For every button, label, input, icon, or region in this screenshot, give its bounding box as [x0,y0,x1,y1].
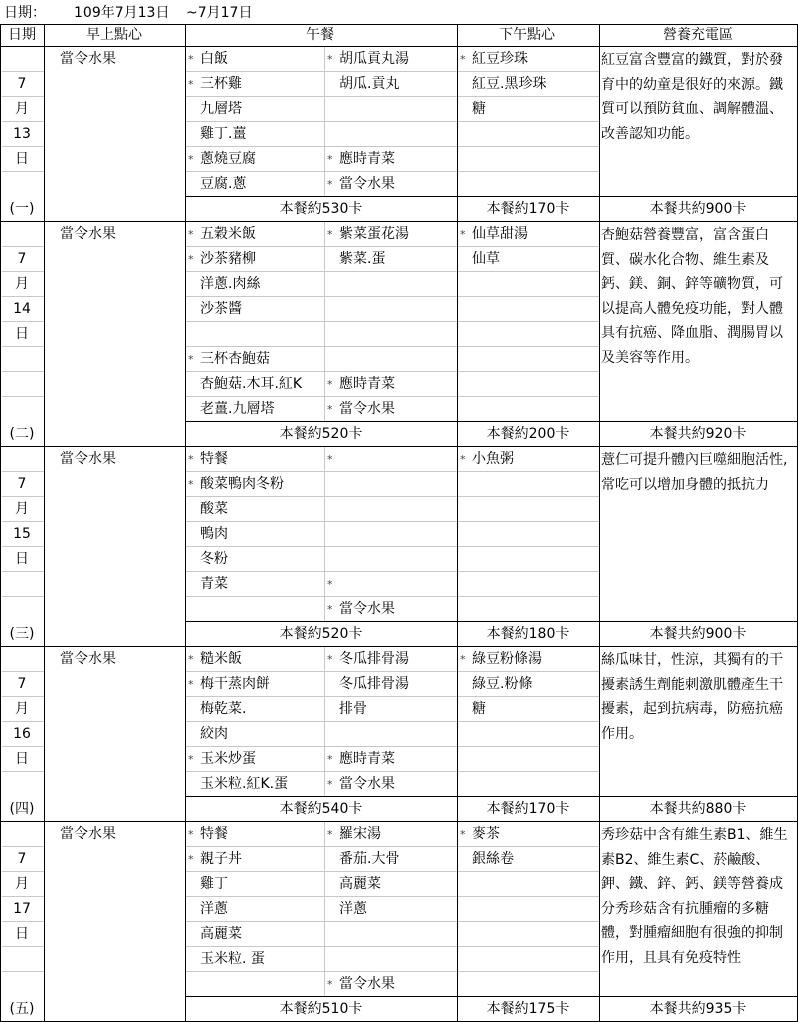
snack-item: 銀絲卷 [472,851,514,867]
grid-line [324,271,457,272]
lunch-item: 梅干蒸肉餅 [200,676,270,692]
grid-line [2,546,44,547]
star-marker: * [327,178,333,191]
grid-line [2,846,44,847]
lunch-side-item: 羅宋湯 [339,826,381,842]
date-char: 16 [13,726,31,742]
date-char: 13 [13,126,31,142]
lunch-item: 酸菜鴨肉冬粉 [200,476,284,492]
grid-line [457,346,599,347]
lunch-side-item: 冬瓜排骨湯 [339,676,409,692]
kcal-rule [185,996,797,997]
lunch-kcal: 本餐約510卡 [279,1001,363,1017]
total-kcal: 本餐共約935卡 [649,1001,747,1017]
lunch-item: 青菜 [200,576,228,592]
star-marker: * [327,828,333,841]
grid-line [324,47,325,197]
grid-line [185,971,324,972]
star-marker: * [188,478,194,491]
grid-line [457,496,599,497]
grid-line [185,296,324,297]
lunch-side-item: 當令水果 [339,976,395,992]
breakfast-item: 當令水果 [60,651,116,667]
grid-line [185,721,324,722]
lunch-item: 豆腐.蔥 [200,176,247,192]
grid-line [324,171,457,172]
grid-line [457,721,599,722]
column-rule [44,24,45,1022]
total-kcal: 本餐共約880卡 [649,801,747,817]
grid-line [185,346,324,347]
date-char: 7 [17,676,27,692]
lunch-side-item: 當令水果 [339,401,395,417]
day-bottom-rule [0,446,798,447]
date-char: 7 [17,851,27,867]
grid-line [185,871,324,872]
grid-line [2,696,44,697]
grid-line [2,896,44,897]
grid-line [324,471,457,472]
lunch-item: 親子丼 [200,851,242,867]
total-kcal: 本餐共約900卡 [649,201,747,217]
date-char: 14 [13,301,31,317]
date-char: (一) [9,201,35,217]
grid-line [457,571,599,572]
star-marker: * [327,378,333,391]
lunch-item: 沙茶醬 [200,301,242,317]
lunch-side-item: 紫菜.蛋 [339,251,386,267]
grid-line [2,521,44,522]
grid-line [2,321,44,322]
star-marker: * [327,228,333,241]
lunch-item: 五穀米飯 [200,226,256,242]
grid-line [324,871,457,872]
grid-line [185,671,324,672]
grid-line [324,396,457,397]
grid-line [185,96,324,97]
grid-line [185,846,324,847]
grid-line [457,521,599,522]
snack-kcal: 本餐約170卡 [486,201,570,217]
lunch-item: 絞肉 [200,726,228,742]
grid-line [185,571,324,572]
col-header-date: 日期 [8,27,36,43]
grid-line [2,671,44,672]
lunch-kcal: 本餐約530卡 [279,201,363,217]
grid-line [324,647,325,797]
grid-line [457,71,599,72]
grid-line [185,121,324,122]
snack-item: 麥茶 [472,826,500,842]
grid-line [185,696,324,697]
header-top-rule [0,24,798,25]
star-marker: * [188,253,194,266]
grid-line [2,921,44,922]
grid-line [324,546,457,547]
grid-line [2,871,44,872]
lunch-side-item: 應時青菜 [339,151,395,167]
star-marker: * [327,603,333,616]
lunch-item: 冬粉 [200,551,228,567]
column-rule [599,24,600,1022]
grid-line [2,71,44,72]
star-marker: * [188,653,194,666]
day-bottom-rule [0,646,798,647]
lunch-item: 蔥燒豆腐 [200,151,256,167]
grid-line [2,296,44,297]
nutrition-note: 絲瓜味甘，性涼，其獨有的干擾素誘生劑能刺激肌體產生干擾素，起到抗病毒，防癌抗癌作用。 [601,652,783,742]
star-marker: * [188,153,194,166]
grid-line [2,596,44,597]
grid-line [457,246,599,247]
lunch-item: 洋蔥.肉絲 [200,276,261,292]
lunch-side-item: 高麗菜 [339,876,381,892]
grid-line [457,846,599,847]
grid-line [2,746,44,747]
breakfast-item: 當令水果 [60,451,116,467]
lunch-side-item: 應時青菜 [339,751,395,767]
date-char: (四) [9,801,35,817]
grid-line [185,521,324,522]
grid-line [457,271,599,272]
grid-line [2,496,44,497]
grid-line [457,946,599,947]
lunch-item: 雞丁.薑 [200,126,247,142]
grid-line [185,946,324,947]
nutrition-note: 薏仁可提升體內巨噬細胞活性,常吃可以增加身體的抵抗力 [601,452,788,493]
date-char: 月 [15,876,29,892]
star-marker: * [327,578,333,591]
snack-item: 紅豆珍珠 [472,51,528,67]
breakfast-item: 當令水果 [60,51,116,67]
date-char: 7 [17,76,27,92]
date-label: 日期： [4,5,46,21]
star-marker: * [327,453,333,466]
star-marker: * [327,403,333,416]
lunch-item: 老薑.九層塔 [200,401,275,417]
grid-line [185,246,324,247]
date-char: 7 [17,476,27,492]
lunch-item: 高麗菜 [200,926,242,942]
nutrition-note: 秀珍菇中含有維生素B1、維生素B2、維生素C、菸鹼酸、鉀、鐵、鋅、鈣、鎂等營養成分秀珍菇含有抗腫瘤的多糖體，對腫瘤細胞有很強的抑制作用，且具有免疫特性 [601,827,788,966]
grid-line [185,921,324,922]
grid-line [185,896,324,897]
star-marker: * [460,228,466,241]
lunch-kcal: 本餐約540卡 [279,801,363,817]
lunch-kcal: 本餐約520卡 [279,626,363,642]
grid-line [457,121,599,122]
grid-line [185,271,324,272]
grid-line [457,921,599,922]
star-marker: * [327,653,333,666]
grid-line [324,571,457,572]
date-char: 日 [15,551,29,567]
lunch-item: 梅乾菜. [200,701,247,717]
grid-line [185,371,324,372]
lunch-item: 洋蔥 [200,901,228,917]
lunch-item: 白飯 [200,51,228,67]
grid-line [457,746,599,747]
grid-line [324,321,457,322]
grid-line [2,771,44,772]
lunch-side-item: 胡瓜貢丸湯 [339,51,409,67]
grid-line [185,71,324,72]
grid-line [457,471,599,472]
lunch-item: 鴨肉 [200,526,228,542]
lunch-item: 糙米飯 [200,651,242,667]
grid-line [185,496,324,497]
lunch-side-item: 冬瓜排骨湯 [339,651,409,667]
kcal-rule [185,196,797,197]
grid-line [324,496,457,497]
date-char: 月 [15,701,29,717]
grid-line [457,696,599,697]
grid-line [185,396,324,397]
grid-line [324,696,457,697]
grid-line [457,971,599,972]
snack-item: 綠豆.粉條 [472,676,533,692]
snack-kcal: 本餐約200卡 [486,426,570,442]
grid-line [457,671,599,672]
grid-line [324,896,457,897]
grid-line [457,96,599,97]
lunch-item: 三杯雞 [200,76,242,92]
day-bottom-rule [0,821,798,822]
snack-item: 綠豆粉條湯 [472,651,542,667]
date-to: ~7月17日 [186,5,253,21]
grid-line [2,96,44,97]
lunch-side-item: 紫菜蛋花湯 [339,226,409,242]
grid-line [185,171,324,172]
grid-line [185,746,324,747]
star-marker: * [460,828,466,841]
column-rule [185,24,186,1022]
breakfast-item: 當令水果 [60,826,116,842]
grid-line [457,321,599,322]
lunch-item: 九層塔 [200,101,242,117]
grid-line [2,146,44,147]
nutrition-note: 杏鮑菇營養豐富，富含蛋白質、碳水化合物、維生素及鈣、鎂、銅、鋅等礦物質，可以提高人體免疫功能，對人體具有抗癌、降血脂、潤腸胃以及美容等作用。 [601,227,783,366]
snack-kcal: 本餐約170卡 [486,801,570,817]
grid-line [457,771,599,772]
grid-line [185,471,324,472]
star-marker: * [460,453,466,466]
grid-line [2,946,44,947]
grid-line [324,346,457,347]
kcal-rule [185,796,797,797]
date-from: 109年7月13日 [74,5,170,21]
grid-line [324,96,457,97]
grid-line [457,146,599,147]
kcal-rule [185,621,797,622]
grid-line [2,721,44,722]
lunch-item: 雞丁 [200,876,228,892]
grid-line [324,296,457,297]
star-marker: * [460,53,466,66]
grid-line [2,471,44,472]
grid-line [2,371,44,372]
total-kcal: 本餐共約920卡 [649,426,747,442]
date-char: (五) [9,1001,35,1017]
grid-line [324,521,457,522]
day-bottom-rule [0,221,798,222]
grid-line [185,146,324,147]
nutrition-note: 紅豆富含豐富的鐵質，對於發育中的幼童是很好的來源。鐵質可以預防貧血、調解體溫、改善認知功能。 [601,52,783,142]
column-rule [0,24,1,1022]
grid-line [324,946,457,947]
col-header-nutrition: 營養充電區 [663,27,733,43]
lunch-item: 玉米粒.紅K.蛋 [200,776,289,792]
date-char: (三) [9,626,35,642]
date-char: 15 [13,526,31,542]
star-marker: * [327,753,333,766]
star-marker: * [188,678,194,691]
snack-item: 糖 [472,701,486,717]
grid-line [2,171,44,172]
lunch-item: 三杯杏鮑菇 [200,351,270,367]
grid-line [324,671,457,672]
lunch-side-item: 胡瓜.貢丸 [339,76,400,92]
star-marker: * [188,78,194,91]
grid-line [324,146,457,147]
star-marker: * [327,978,333,991]
lunch-item: 杏鮑菇.木耳.紅K [200,376,303,392]
lunch-side-item: 當令水果 [339,176,395,192]
date-char: 日 [15,926,29,942]
grid-line [457,896,599,897]
snack-item: 仙草甜湯 [472,226,528,242]
column-rule [457,24,458,1022]
lunch-item: 特餐 [200,826,228,842]
grid-line [324,771,457,772]
grid-line [324,246,457,247]
lunch-side-item: 當令水果 [339,601,395,617]
grid-line [185,321,324,322]
lunch-side-item: 番茄.大骨 [339,851,400,867]
grid-line [324,921,457,922]
grid-line [324,371,457,372]
grid-line [457,871,599,872]
date-char: 日 [15,326,29,342]
grid-line [324,971,457,972]
star-marker: * [327,778,333,791]
snack-item: 紅豆.黑珍珠 [472,76,547,92]
star-marker: * [188,228,194,241]
grid-line [324,746,457,747]
lunch-side-item: 洋蔥 [339,901,367,917]
lunch-side-item: 當令水果 [339,776,395,792]
col-header-snack: 下午點心 [499,27,555,43]
date-char: 17 [13,901,31,917]
date-char: 7 [17,251,27,267]
grid-line [457,296,599,297]
grid-line [185,771,324,772]
snack-kcal: 本餐約180卡 [486,626,570,642]
col-header-breakfast: 早上點心 [86,27,142,43]
date-char: (二) [9,426,35,442]
grid-line [185,546,324,547]
grid-line [324,721,457,722]
lunch-item: 沙茶豬柳 [200,251,256,267]
star-marker: * [188,53,194,66]
breakfast-item: 當令水果 [60,226,116,242]
lunch-side-item: 應時青菜 [339,376,395,392]
snack-item: 仙草 [472,251,500,267]
star-marker: * [188,828,194,841]
grid-line [185,596,324,597]
star-marker: * [188,853,194,866]
grid-line [2,396,44,397]
snack-item: 糖 [472,101,486,117]
date-char: 月 [15,101,29,117]
star-marker: * [188,353,194,366]
lunch-kcal: 本餐約520卡 [279,426,363,442]
star-marker: * [460,653,466,666]
grid-line [324,596,457,597]
grid-line [457,596,599,597]
lunch-item: 酸菜 [200,501,228,517]
grid-line [2,971,44,972]
grid-line [324,121,457,122]
grid-line [457,546,599,547]
grid-line [457,371,599,372]
star-marker: * [327,53,333,66]
total-kcal: 本餐共約900卡 [649,626,747,642]
date-char: 日 [15,751,29,767]
grid-line [2,121,44,122]
grid-line [324,846,457,847]
star-marker: * [327,153,333,166]
grid-line [2,246,44,247]
col-header-lunch: 午餐 [306,27,334,43]
grid-line [457,171,599,172]
lunch-item: 特餐 [200,451,228,467]
lunch-item: 玉米炒蛋 [200,751,256,767]
date-char: 月 [15,276,29,292]
kcal-rule [185,421,797,422]
header-bottom-rule [0,46,798,47]
grid-line [2,271,44,272]
date-char: 日 [15,151,29,167]
grid-line [457,396,599,397]
star-marker: * [188,453,194,466]
star-marker: * [188,753,194,766]
date-char: 月 [15,501,29,517]
grid-line [2,571,44,572]
snack-item: 小魚粥 [472,451,514,467]
lunch-item: 玉米粒. 蛋 [200,951,265,967]
grid-line [324,71,457,72]
grid-line [2,346,44,347]
snack-kcal: 本餐約175卡 [486,1001,570,1017]
lunch-side-item: 排骨 [339,701,367,717]
